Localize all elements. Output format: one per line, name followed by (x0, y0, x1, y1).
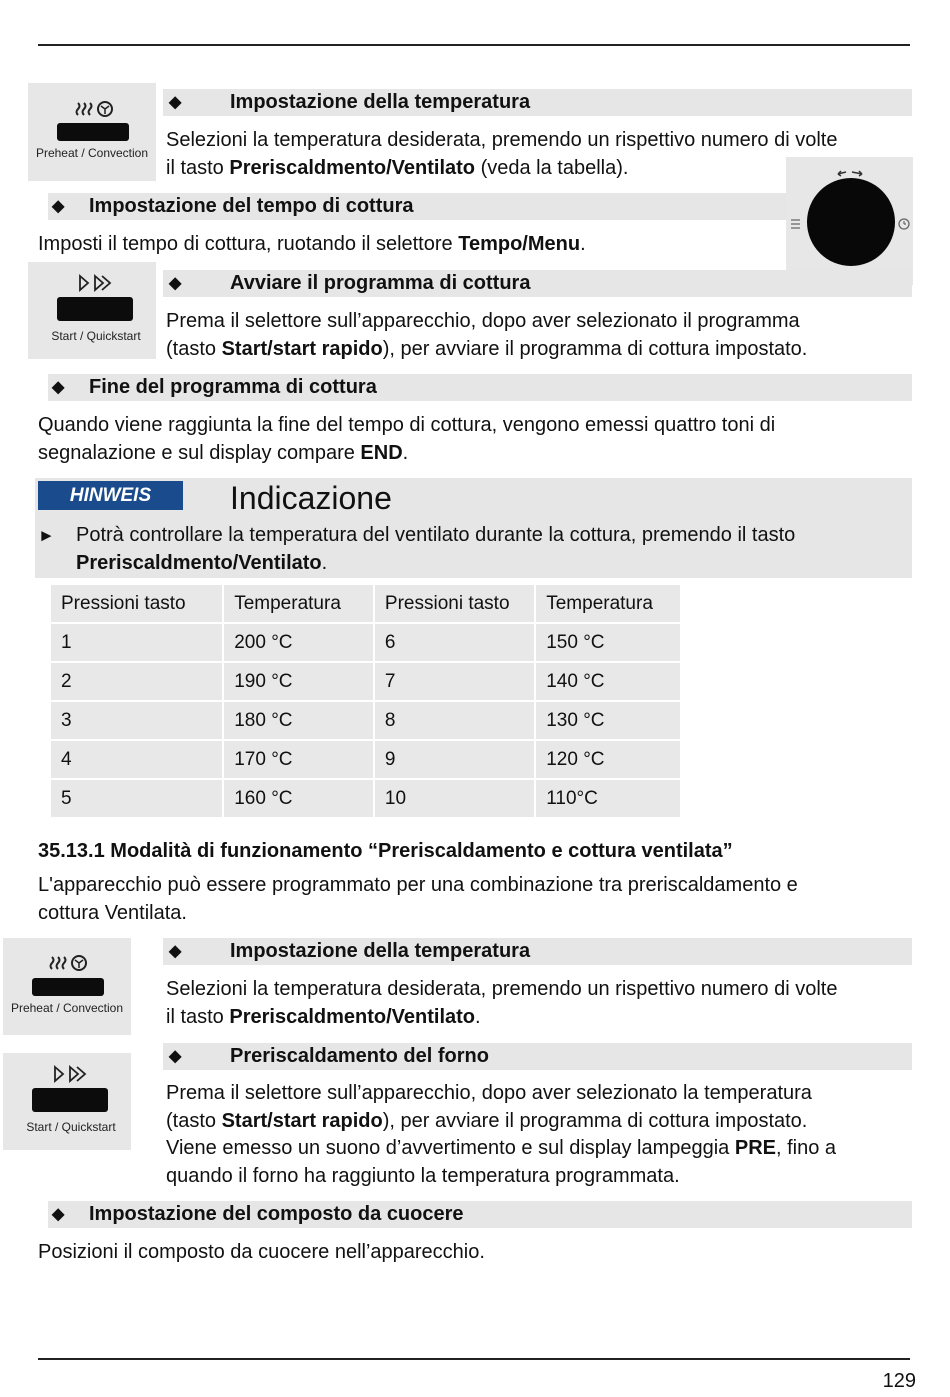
end-program-text (38, 412, 908, 467)
table-cell: 200 °C (223, 623, 374, 662)
preheat-oven-text (166, 1080, 910, 1190)
text-line: Prema il selettore sull’apparecchio, dopo aver selezionato il programma (166, 310, 800, 332)
table-cell: 2 (50, 662, 223, 701)
start-caption: Start / Quickstart (26, 1120, 116, 1134)
text-line: Selezioni la temperatura desiderata, premendo un rispettivo numero di volte (166, 978, 838, 1000)
table-cell: 160 °C (223, 779, 374, 818)
text-line: il tasto Preriscaldmento/Ventilato (veda la tabella). (166, 156, 629, 179)
section-bar-end-program (48, 374, 912, 401)
table-header-cell: Temperatura (535, 584, 681, 623)
text-line: Selezioni la temperatura desiderata, premendo un rispettivo numero di volte (166, 129, 838, 151)
bottom-rule (38, 1358, 910, 1360)
section-bar-preheat-oven (163, 1043, 912, 1070)
table-cell: 9 (374, 740, 535, 779)
preheat-caption: Preheat / Convection (35, 146, 149, 160)
section-bar-temperature (163, 89, 912, 116)
table-row (50, 740, 681, 779)
section-bar-temperature (163, 938, 912, 965)
text-line: quando il forno ha raggiunto la temperatura programmata. (166, 1164, 680, 1187)
section-title: Impostazione della temperatura (230, 940, 531, 962)
text-line: (tasto Start/start rapido), per avviare il programma di cottura impostato. (166, 337, 808, 360)
section-bar-cooking-time (48, 193, 786, 220)
table-cell: 120 °C (535, 740, 681, 779)
hinweis-tag: HINWEIS (38, 481, 183, 510)
note-title: Indicazione (230, 480, 392, 516)
diamond-bullet-icon: ◆ (169, 94, 182, 111)
table-row (50, 701, 681, 740)
play-symbols-icon (53, 1065, 87, 1083)
temperature-text (166, 976, 910, 1031)
table-row (50, 662, 681, 701)
table-header-cell: Temperatura (223, 584, 374, 623)
note-text (76, 522, 906, 577)
section-bar-start-program (163, 270, 912, 297)
preheat-convection-icon (3, 938, 131, 1035)
start-program-text (166, 308, 910, 363)
cooking-time-text (38, 231, 778, 259)
text-line: (tasto Start/start rapido), per avviare il programma di cottura impostato. (166, 1109, 808, 1132)
table-cell: 190 °C (223, 662, 374, 701)
table-cell: 1 (50, 623, 223, 662)
preheat-convection-icon (28, 83, 156, 181)
table-cell: 4 (50, 740, 223, 779)
diamond-bullet-icon: ◆ (169, 1048, 182, 1065)
table-cell: 10 (374, 779, 535, 818)
table-cell: 3 (50, 701, 223, 740)
time-menu-knob-icon (786, 157, 913, 285)
text-line: Imposti il tempo di cottura, ruotando il selettore Tempo/Menu. (38, 233, 586, 255)
place-food-text (38, 1239, 908, 1267)
arrow-bullet-icon: ► (38, 526, 55, 545)
table-cell: 5 (50, 779, 223, 818)
heat-fan-symbols-icon (75, 99, 115, 126)
text-line: cottura Ventilata. (38, 901, 187, 924)
table-cell: 110°C (535, 779, 681, 818)
text-line: segnalazione e sul display compare END. (38, 441, 409, 464)
table-cell: 150 °C (535, 623, 681, 662)
heat-fan-symbols-icon (49, 953, 89, 980)
text-line: Prema il selettore sull’apparecchio, dopo aver selezionato la temperatura (166, 1082, 812, 1104)
table-header-cell: Pressioni tasto (50, 584, 223, 623)
diamond-bullet-icon: ◆ (169, 943, 182, 960)
diamond-bullet-icon: ◆ (52, 1206, 65, 1223)
text-line: Quando viene raggiunta la fine del tempo di cottura, vengono emessi quattro toni di (38, 414, 776, 436)
subsection-heading: 35.13.1 Modalità di funzionamento “Preriscaldamento e cottura ventilata” (38, 840, 733, 862)
text-line: L'apparecchio può essere programmato per una combinazione tra preriscaldamento e (38, 874, 798, 896)
display-icon (32, 1088, 108, 1112)
table-cell: 6 (374, 623, 535, 662)
section-title: Impostazione del tempo di cottura (89, 195, 414, 217)
section-title: Impostazione della temperatura (230, 91, 531, 113)
section-title: Preriscaldamento del forno (230, 1045, 489, 1067)
table-cell: 7 (374, 662, 535, 701)
section-bar-place-food (48, 1201, 912, 1228)
top-rule (38, 44, 910, 46)
table-header-cell: Pressioni tasto (374, 584, 535, 623)
table-row (50, 623, 681, 662)
play-symbols-icon (78, 274, 112, 292)
display-icon (32, 978, 104, 996)
section-title: Avviare il programma di cottura (230, 272, 531, 294)
diamond-bullet-icon: ◆ (169, 275, 182, 292)
table-cell: 180 °C (223, 701, 374, 740)
start-quickstart-icon (28, 262, 156, 359)
table-cell: 140 °C (535, 662, 681, 701)
display-icon (57, 123, 129, 141)
text-line: il tasto Preriscaldmento/Ventilato. (166, 1005, 481, 1028)
start-caption: Start / Quickstart (51, 329, 141, 343)
table-row (50, 779, 681, 818)
text-line: Posizioni il composto da cuocere nell’apparecchio. (38, 1241, 485, 1263)
section-title: Fine del programma di cottura (89, 376, 377, 398)
text-line: Preriscaldmento/Ventilato. (76, 551, 328, 574)
table-cell: 170 °C (223, 740, 374, 779)
start-quickstart-icon (3, 1053, 131, 1150)
text-line: Potrà controllare la temperatura del ventilato durante la cottura, premendo il tasto (76, 524, 796, 546)
subsection-text (38, 872, 908, 927)
preheat-caption: Preheat / Convection (10, 1001, 124, 1015)
temperature-table (49, 583, 682, 819)
table-cell: 130 °C (535, 701, 681, 740)
page-number: 129 (882, 1370, 916, 1392)
display-icon (57, 297, 133, 321)
diamond-bullet-icon: ◆ (52, 198, 65, 215)
diamond-bullet-icon: ◆ (52, 379, 65, 396)
table-header-row (50, 584, 681, 623)
table-cell: 8 (374, 701, 535, 740)
section-title: Impostazione del composto da cuocere (89, 1203, 464, 1225)
text-line: Viene emesso un suono d’avvertimento e sul display lampeggia PRE, fino a (166, 1137, 837, 1159)
